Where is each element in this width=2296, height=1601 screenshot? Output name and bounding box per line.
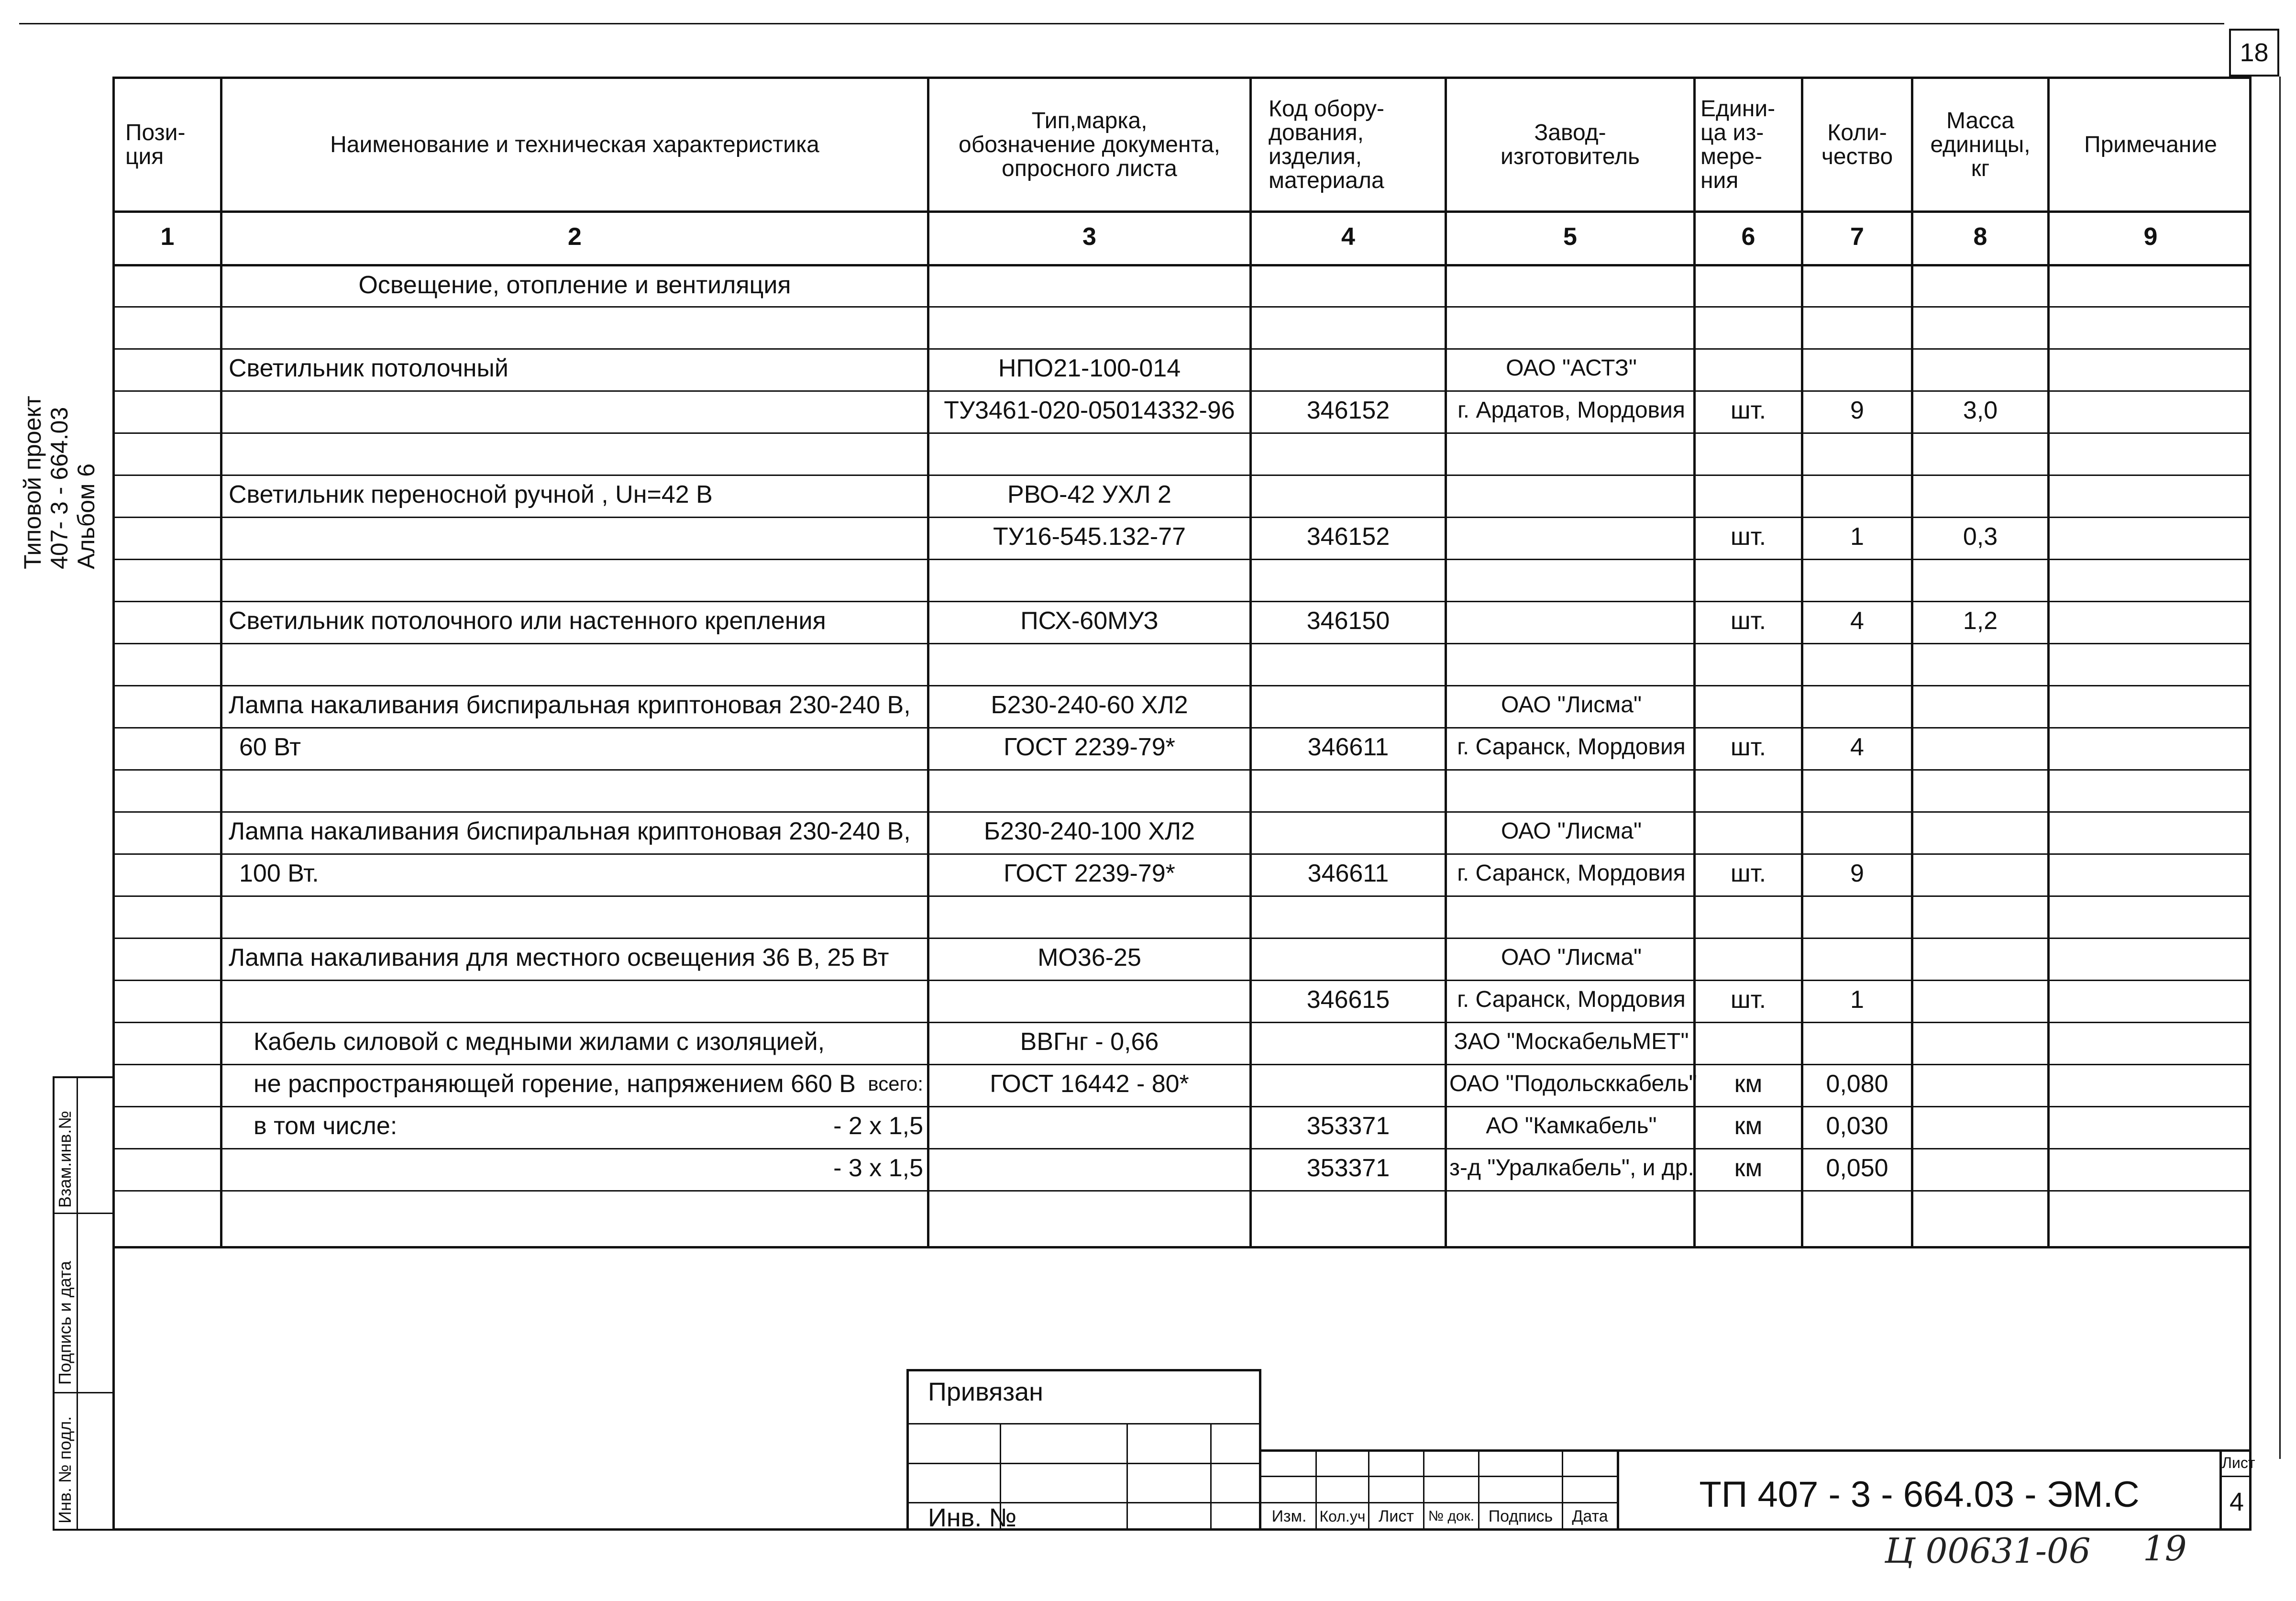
row-line	[112, 938, 2252, 939]
cell-maker: ОАО "АСТЗ"	[1506, 355, 1637, 381]
project-label-line1: Типовой проект	[19, 396, 46, 569]
table-bottom-line	[112, 1246, 2252, 1248]
cell-name: Лампа накаливания биспиральная криптоновая 230-240 В,	[229, 691, 911, 719]
row-line	[112, 1022, 2252, 1023]
cell-unit: шт.	[1730, 733, 1766, 761]
sheet-number: 4	[2229, 1488, 2244, 1516]
revision-row-1	[1261, 1476, 1617, 1477]
row-line	[112, 895, 2252, 897]
cell-name-right: - 2 х 1,5	[833, 1112, 923, 1140]
section-title: Освещение, отопление и вентиляция	[358, 271, 791, 299]
document-code: ТП 407 - 3 - 664.03 - ЭМ.С	[1699, 1474, 2140, 1515]
header-unit: Едини- ца из- мере- ния	[1700, 96, 1776, 193]
cell-maker: г. Саранск, Мордовия	[1457, 987, 1686, 1012]
cell-code: 346150	[1306, 607, 1390, 635]
col-line-1	[220, 77, 222, 1248]
inv-no-label: Инв. №	[928, 1503, 1017, 1532]
rev-label-ndok: № док.	[1428, 1508, 1475, 1524]
cell-name: Светильник потолочный	[229, 354, 508, 382]
cell-maker: АО "Камкабель"	[1486, 1113, 1657, 1138]
cell-maker: з-д "Уралкабель", и др.	[1449, 1155, 1694, 1181]
cell-code: 353371	[1306, 1112, 1390, 1140]
cell-unit: шт.	[1730, 860, 1766, 887]
cell-mass: 1,2	[1963, 607, 1998, 635]
cell-qty: 1	[1850, 986, 1864, 1014]
cell-name: Лампа накаливания биспиральная криптоновая 230-240 В,	[229, 817, 911, 845]
row-line	[112, 390, 2252, 392]
privyazan-label: Привязан	[928, 1378, 1043, 1406]
cell-type: ТУ3461-020-05014332-96	[944, 397, 1235, 424]
sheet-box-line	[2219, 1476, 2252, 1477]
col-number-9: 9	[2143, 223, 2158, 251]
title-block-top	[1261, 1449, 2252, 1452]
col-number-4: 4	[1341, 223, 1355, 251]
cell-name: Светильник потолочного или настенного крепления	[229, 607, 826, 635]
cell-type: ГОСТ 2239-79*	[1004, 860, 1175, 887]
cell-qty: 0,050	[1826, 1154, 1888, 1182]
row-line	[112, 811, 2252, 813]
cell-code: 346152	[1306, 397, 1390, 424]
cell-mass: 0,3	[1963, 523, 1998, 551]
cell-type: ТУ16-545.132-77	[993, 523, 1186, 551]
cell-code: 346611	[1307, 860, 1389, 887]
header-position: Пози- ция	[125, 120, 186, 169]
stamp-label-inv: Инв. № подл.	[55, 1416, 75, 1524]
row-line	[112, 643, 2252, 644]
project-label-line3: Альбом 6	[73, 463, 99, 569]
col-number-2: 2	[568, 223, 582, 251]
cell-qty: 9	[1850, 860, 1864, 887]
cell-maker: г. Саранск, Мордовия	[1457, 861, 1686, 886]
cell-name: Светильник переносной ручной , Uн=42 В	[229, 481, 713, 508]
cell-type: Б230-240-60 ХЛ2	[991, 691, 1188, 719]
cell-unit: шт.	[1730, 397, 1766, 424]
stamp-label-replaced: Взам.инв.№	[55, 1110, 75, 1208]
handwritten-page-number: 19	[2143, 1528, 2187, 1568]
row-line	[112, 306, 2252, 308]
cell-qty: 4	[1850, 733, 1864, 761]
cell-name: Лампа накаливания для местного освещения 36 В, 25 Вт	[229, 944, 889, 972]
col-line-3	[1249, 77, 1252, 1248]
row-line	[112, 517, 2252, 518]
cell-type: МО36-25	[1038, 944, 1141, 972]
cell-type: ВВГнг - 0,66	[1020, 1028, 1159, 1056]
sheet-label: Лист	[2222, 1454, 2255, 1471]
header-bottom-line	[112, 210, 2252, 213]
row-line	[112, 853, 2252, 855]
right-border	[2279, 77, 2281, 1459]
cell-maker: ОАО "Лисма"	[1501, 692, 1642, 718]
cell-unit: км	[1734, 1070, 1763, 1098]
col-number-1: 1	[160, 223, 175, 251]
col-number-6: 6	[1741, 223, 1755, 251]
cell-qty: 0,030	[1826, 1112, 1888, 1140]
cell-type: ГОСТ 16442 - 80*	[990, 1070, 1189, 1098]
cell-maker: г. Ардатов, Мордовия	[1457, 397, 1685, 423]
cell-name: 100 Вт.	[239, 860, 319, 887]
header-type: Тип,марка, обозначение документа, опросного листа	[959, 108, 1220, 181]
rev-label-podpis: Подпись	[1488, 1507, 1553, 1525]
side-stamp-row1	[53, 1213, 115, 1214]
row-line	[112, 769, 2252, 771]
col-number-5: 5	[1563, 223, 1577, 251]
project-label-line2: 407- 3 - 664.03	[46, 407, 73, 569]
cell-unit: км	[1734, 1112, 1763, 1140]
rev-label-izm: Изм.	[1271, 1507, 1307, 1525]
row-line	[112, 348, 2252, 350]
cell-mass: 3,0	[1963, 397, 1998, 424]
cell-code: 353371	[1306, 1154, 1390, 1182]
cell-unit: км	[1734, 1154, 1763, 1182]
privyazan-col-2	[1126, 1423, 1128, 1531]
cell-unit: шт.	[1730, 607, 1766, 635]
row-line	[112, 432, 2252, 434]
cell-maker: ОАО "Лисма"	[1501, 945, 1642, 970]
privyazan-row-2	[906, 1463, 1261, 1464]
header-code: Код обору- дования, изделия, материала	[1269, 96, 1384, 193]
row-line	[112, 601, 2252, 602]
cell-maker: ЗАО "МоскабельМЕТ"	[1454, 1029, 1689, 1054]
cell-code: 346611	[1307, 733, 1389, 761]
col-line-4	[1445, 77, 1447, 1248]
cell-unit: шт.	[1730, 523, 1766, 551]
cell-code: 346152	[1306, 523, 1390, 551]
rev-label-list: Лист	[1379, 1507, 1414, 1525]
privyazan-col-3	[1210, 1423, 1212, 1531]
project-label	[19, 396, 99, 569]
cell-type: ПСХ-60МУЗ	[1020, 607, 1159, 635]
cell-type: ГОСТ 2239-79*	[1004, 733, 1175, 761]
privyazan-row-1	[906, 1423, 1261, 1424]
cell-name: в том числе:	[254, 1112, 397, 1140]
header-name: Наименование и техническая характеристика	[330, 132, 819, 157]
row-line	[112, 559, 2252, 560]
cell-name-right: всего:	[868, 1072, 923, 1095]
header-maker: Завод- изготовитель	[1501, 120, 1640, 169]
row-line	[112, 1106, 2252, 1107]
row-line	[112, 685, 2252, 686]
side-stamp-divider	[77, 1076, 78, 1531]
row-line	[112, 980, 2252, 981]
handwritten-archive-code: Ц 00631-06	[1885, 1531, 2091, 1571]
cell-type: НПО21-100-014	[998, 354, 1181, 382]
cell-name: не распространяющей горение, напряжением 660 В	[254, 1070, 856, 1098]
cell-qty: 0,080	[1826, 1070, 1888, 1098]
rev-label-koluch: Кол.уч	[1319, 1508, 1366, 1525]
cell-type: РВО-42 УХЛ 2	[1007, 481, 1171, 508]
colnum-bottom-line	[112, 264, 2252, 266]
header-note: Примечание	[2084, 132, 2217, 157]
cell-maker: ОАО "Подольсккабель"	[1449, 1071, 1697, 1096]
cell-name: 60 Вт	[239, 733, 301, 761]
row-line	[112, 727, 2252, 729]
side-stamp-row2	[53, 1392, 115, 1393]
row-line	[112, 1064, 2252, 1065]
top-rule	[19, 23, 2224, 24]
rev-label-data: Дата	[1572, 1507, 1608, 1525]
header-mass: Масса единицы, кг	[1930, 108, 2031, 181]
cell-code: 346615	[1306, 986, 1390, 1014]
col-line-8	[2047, 77, 2050, 1248]
row-line	[112, 1148, 2252, 1149]
cell-qty: 9	[1850, 397, 1864, 424]
cell-name-right: - 3 х 1,5	[833, 1154, 923, 1182]
col-line-7	[1911, 77, 1913, 1248]
cell-name: Кабель силовой с медными жилами с изоляцией,	[254, 1028, 825, 1056]
cell-qty: 4	[1850, 607, 1864, 635]
col-number-7: 7	[1850, 223, 1864, 251]
row-line	[112, 1190, 2252, 1192]
header-qty: Коли- чество	[1821, 120, 1893, 169]
col-number-8: 8	[1973, 223, 1987, 251]
cell-qty: 1	[1850, 523, 1864, 551]
revision-row-2	[1261, 1502, 1617, 1503]
col-number-3: 3	[1082, 223, 1096, 251]
stamp-label-signature: Подпись и дата	[55, 1261, 75, 1385]
cell-unit: шт.	[1730, 986, 1766, 1014]
top-sheet-number: 18	[2229, 29, 2279, 77]
cell-maker: ОАО "Лисма"	[1501, 818, 1642, 844]
cell-maker: г. Саранск, Мордовия	[1457, 734, 1686, 760]
cell-type: Б230-240-100 ХЛ2	[983, 817, 1195, 845]
row-line	[112, 475, 2252, 476]
